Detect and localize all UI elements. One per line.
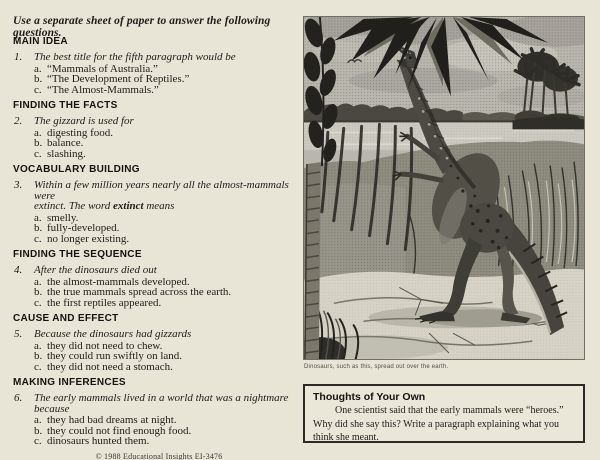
thoughts-heading: Thoughts of Your Own bbox=[313, 391, 426, 403]
option-letter: a. bbox=[34, 414, 42, 426]
stem-text: The early mammals lived in a world that was a nightmare bbox=[34, 392, 289, 404]
option-text: smelly. bbox=[47, 211, 79, 224]
option-text: slashing. bbox=[47, 147, 86, 160]
question-section bbox=[13, 101, 305, 159]
dinosaur-illustration bbox=[303, 16, 585, 360]
question bbox=[13, 52, 305, 95]
question bbox=[13, 116, 305, 159]
option-letter: a. bbox=[34, 62, 42, 75]
option-text: dinosaurs hunted them. bbox=[47, 435, 150, 447]
answer-option bbox=[34, 362, 305, 373]
option-text: digesting food. bbox=[47, 126, 113, 139]
question-section bbox=[13, 37, 305, 95]
option-letter: c. bbox=[34, 83, 42, 96]
option-letter: a. bbox=[34, 339, 42, 352]
stem-text: The best title for the fifth paragraph would be bbox=[34, 51, 236, 63]
section-heading: VOCABULARY BUILDING bbox=[13, 164, 140, 175]
question-section bbox=[13, 314, 305, 372]
option-letter: b. bbox=[34, 350, 43, 362]
stem-text: extinct bbox=[113, 200, 144, 212]
option-text: they could run swiftly on land. bbox=[47, 350, 183, 362]
question-number: 2. bbox=[14, 115, 23, 127]
option-text: no longer existing. bbox=[47, 232, 130, 245]
thoughts-body: One scientist said that the early mammals were “heroes.” Why did she say this? Write a paragraph explaining what you think she meant. bbox=[313, 405, 564, 443]
option-letter: c. bbox=[34, 360, 42, 373]
question-section bbox=[13, 250, 305, 308]
question-stem bbox=[34, 265, 305, 276]
stem-line bbox=[34, 329, 305, 340]
stem-text: means bbox=[143, 200, 175, 212]
section-heading: FINDING THE SEQUENCE bbox=[13, 249, 142, 260]
option-text: the true mammals spread across the earth. bbox=[47, 286, 232, 298]
answer-option bbox=[34, 85, 305, 96]
answer-options bbox=[34, 213, 305, 245]
option-text: “The Development of Reptiles.” bbox=[47, 73, 190, 85]
dinosaur-scene-art bbox=[304, 17, 584, 359]
answer-options bbox=[34, 341, 305, 373]
question-number: 3. bbox=[14, 179, 23, 191]
section-heading: CAUSE AND EFFECT bbox=[13, 313, 119, 324]
section-heading: MAIN IDEA bbox=[13, 36, 68, 47]
option-text: they did not need to chew. bbox=[47, 339, 163, 352]
question-stem bbox=[34, 180, 305, 212]
copyright-line: © 1988 Educational Insights EI-3476 bbox=[95, 451, 223, 460]
stem-line bbox=[34, 265, 305, 276]
stem-line bbox=[34, 180, 305, 201]
answer-option bbox=[34, 234, 305, 245]
question-number: 5. bbox=[14, 328, 23, 340]
option-letter: a. bbox=[34, 126, 42, 139]
question-stem bbox=[34, 116, 305, 127]
option-letter: c. bbox=[34, 147, 42, 160]
answer-options bbox=[34, 277, 305, 309]
option-letter: c. bbox=[34, 232, 42, 245]
option-text: the almost-mammals developed. bbox=[47, 275, 190, 288]
stem-line bbox=[34, 393, 305, 404]
stem-line bbox=[34, 201, 305, 212]
thoughts-box bbox=[303, 384, 585, 443]
option-letter: b. bbox=[34, 286, 43, 298]
option-letter: b. bbox=[34, 73, 43, 85]
option-letter: b. bbox=[34, 424, 43, 437]
answer-option bbox=[34, 149, 305, 160]
option-text: “Mammals of Australia.” bbox=[47, 62, 158, 75]
question bbox=[13, 265, 305, 308]
stem-text: After the dinosaurs died out bbox=[34, 264, 157, 276]
option-letter: c. bbox=[34, 435, 42, 447]
answer-option bbox=[34, 298, 305, 309]
stem-text: Within a few million years nearly all the almost-mammals were bbox=[34, 179, 289, 202]
stem-line bbox=[34, 404, 305, 415]
option-text: they could not find enough food. bbox=[47, 424, 192, 437]
question bbox=[13, 329, 305, 372]
option-text: the first reptiles appeared. bbox=[47, 296, 162, 309]
option-letter: a. bbox=[34, 211, 42, 224]
option-text: they had bad dreams at night. bbox=[47, 414, 177, 426]
option-text: fully-developed. bbox=[47, 222, 120, 234]
option-text: they did not need a stomach. bbox=[47, 360, 173, 373]
instruction-line: Use a separate sheet of paper to answer the following questions. bbox=[13, 15, 271, 39]
question-stem bbox=[34, 329, 305, 340]
option-text: balance. bbox=[47, 137, 84, 149]
stem-line bbox=[34, 52, 305, 63]
option-letter: c. bbox=[34, 296, 42, 309]
question-section bbox=[13, 378, 305, 447]
stem-text: Because the dinosaurs had gizzards bbox=[34, 328, 192, 340]
option-letter: b. bbox=[34, 222, 43, 234]
question-number: 1. bbox=[14, 51, 23, 63]
question bbox=[13, 180, 305, 244]
illustration-caption: Dinosaurs, such as this, spread out over the earth. bbox=[304, 364, 449, 370]
option-letter: b. bbox=[34, 137, 43, 149]
section-heading: MAKING INFERENCES bbox=[13, 377, 126, 388]
question bbox=[13, 393, 305, 447]
stem-text: The gizzard is used for bbox=[34, 115, 134, 127]
question-stem bbox=[34, 393, 305, 414]
option-letter: a. bbox=[34, 275, 42, 288]
question-number: 4. bbox=[14, 264, 23, 276]
stem-text: because bbox=[34, 402, 70, 415]
answer-options bbox=[34, 64, 305, 96]
stem-line bbox=[34, 116, 305, 127]
answer-option bbox=[34, 436, 305, 447]
question-section bbox=[13, 165, 305, 244]
question-stem bbox=[34, 52, 305, 63]
answer-options bbox=[34, 415, 305, 447]
stem-text: extinct. The word bbox=[34, 200, 114, 212]
option-text: “The Almost-Mammals.” bbox=[47, 83, 159, 96]
questions-column bbox=[13, 31, 305, 460]
section-heading: FINDING THE FACTS bbox=[13, 100, 118, 111]
question-number: 6. bbox=[14, 392, 23, 404]
answer-options bbox=[34, 128, 305, 160]
